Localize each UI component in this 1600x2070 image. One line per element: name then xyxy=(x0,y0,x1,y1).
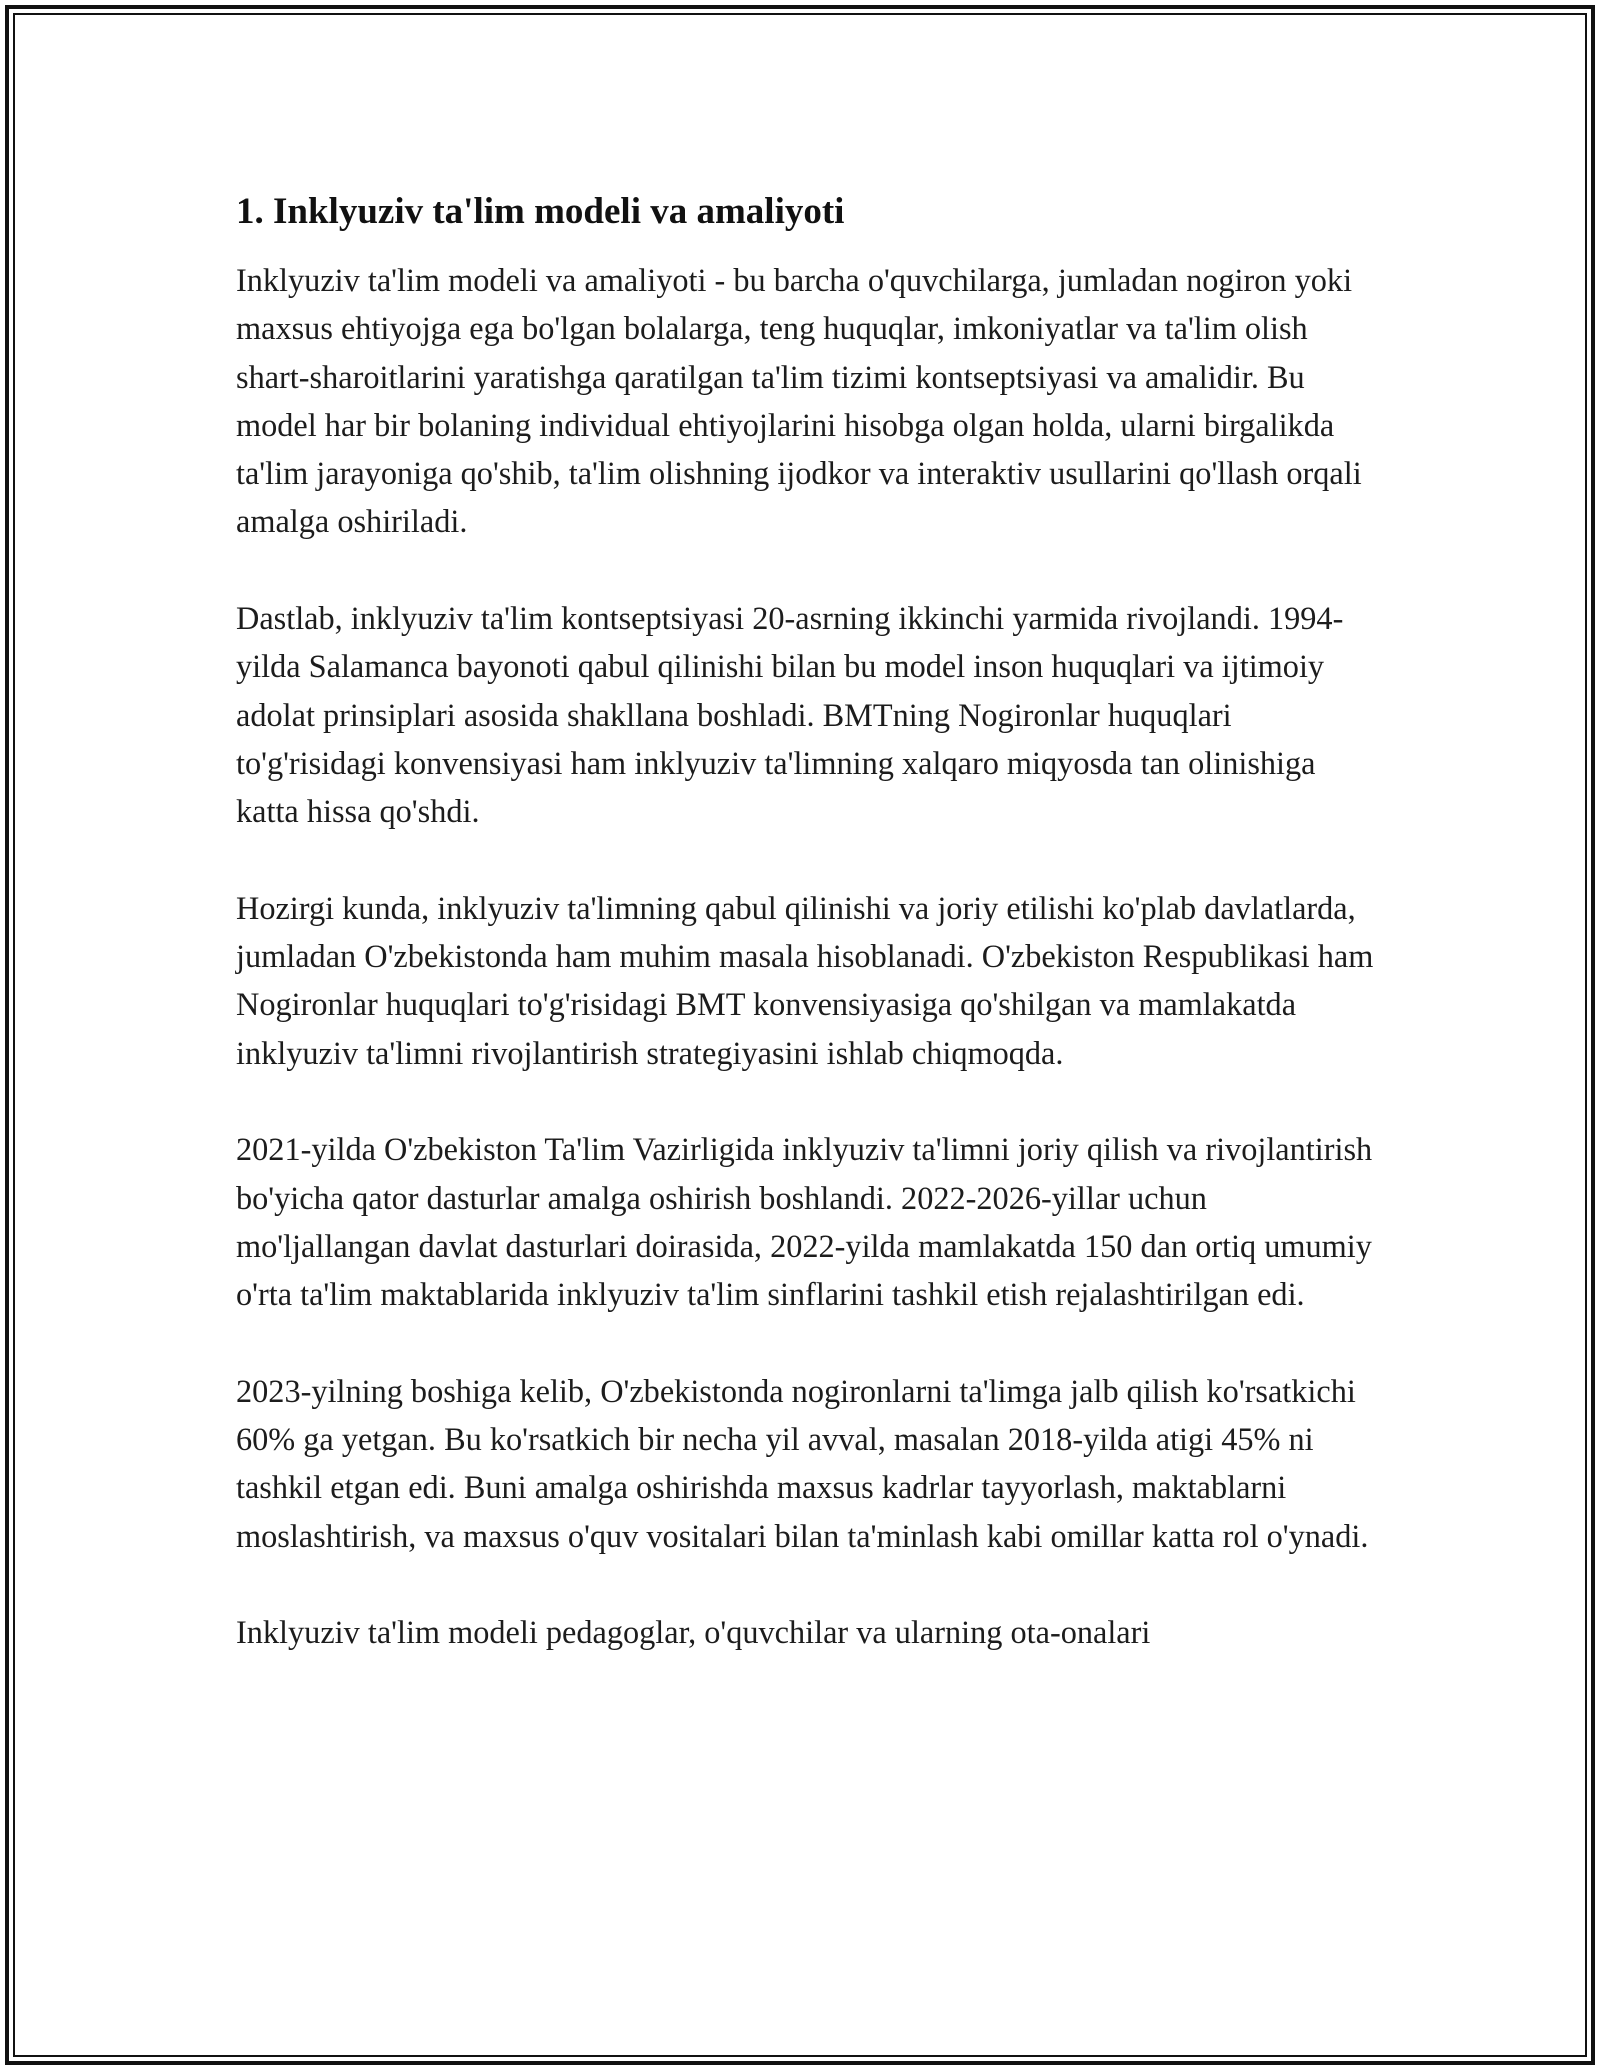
paragraph-continuation: Inklyuziv ta'lim modeli pedagoglar, o'quvchilar va ularning ota-onalari xyxy=(236,1614,1151,1651)
paragraph-intro: Inklyuziv ta'lim modeli va amaliyoti - bu barcha o'quvchilarga, jumladan nogiron yoki maxsus ehtiyojga ega bo'lgan bolalarga, teng huquqlar, imkoniyatlar va ta'lim olish shart-sharoitlarini yaratishga qaratilgan ta'lim tizimi kontseptsiyasi va amalidir. Bu model har bir bolaning individual ehtiyojlarini hisobga olgan holda, ularni birgalikda ta'lim jarayoniga qo'shib, ta'lim olishning ijodkor va interaktiv usullarini qo'llash orqali amalga oshiriladi. xyxy=(236,262,1362,540)
paragraph-history: Dastlab, inklyuziv ta'lim kontseptsiyasi 20-asrning ikkinchi yarmida rivojlandi. 1994-yilda Salamanca bayonoti qabul qilinishi bilan bu model inson huquqlari va ijtimoiy adolat prinsiplari asosida shakllana boshladi. BMTning Nogironlar huquqlari to'g'risidagi konvensiyasi ham inklyuziv ta'limning xalqaro miqyosda tan olinishiga katta hissa qo'shdi. xyxy=(236,600,1344,830)
paragraph-programs-2021: 2021-yilda O'zbekiston Ta'lim Vazirligida inklyuziv ta'limni joriy qilish va rivojlantirish bo'yicha qator dasturlar amalga oshirish boshlandi. 2022-2026-yillar uchun mo'ljallangan davlat dasturlari doirasida, 2022-yilda mamlakatda 150 dan ortiq umumiy o'rta ta'lim maktablarida inklyuziv ta'lim sinflarini tashkil etish rejalashtirilgan edi. xyxy=(236,1131,1373,1313)
paragraph-current-state: Hozirgi kunda, inklyuziv ta'limning qabul qilinishi va joriy etilishi ko'plab davlatlarda, jumladan O'zbekistonda ham muhim masala hisoblanadi. O'zbekiston Respublikasi ham Nogironlar huquqlari to'g'risidagi BMT konvensiyasiga qo'shilgan va mamlakatda inklyuziv ta'limni rivojlantirish strategiyasini ishlab chiqmoqda. xyxy=(236,889,1374,1071)
paragraph-statistics-2023: 2023-yilning boshiga kelib, O'zbekistonda nogironlarni ta'limga jalb qilish ko'rsatkichi 60% ga yetgan. Bu ko'rsatkich bir necha yil avval, masalan 2018-yilda atigi 45% ni tashkil etgan edi. Buni amalga oshirishda maxsus kadrlar tayyorlash, maktablarni moslashtirish, va maxsus o'quv vositalari bilan ta'minlash kabi omillar katta rol o'ynadi. xyxy=(236,1372,1369,1554)
page-title: 1. Inklyuziv ta'lim modeli va amaliyoti xyxy=(236,191,845,232)
document-body xyxy=(236,188,1376,1705)
